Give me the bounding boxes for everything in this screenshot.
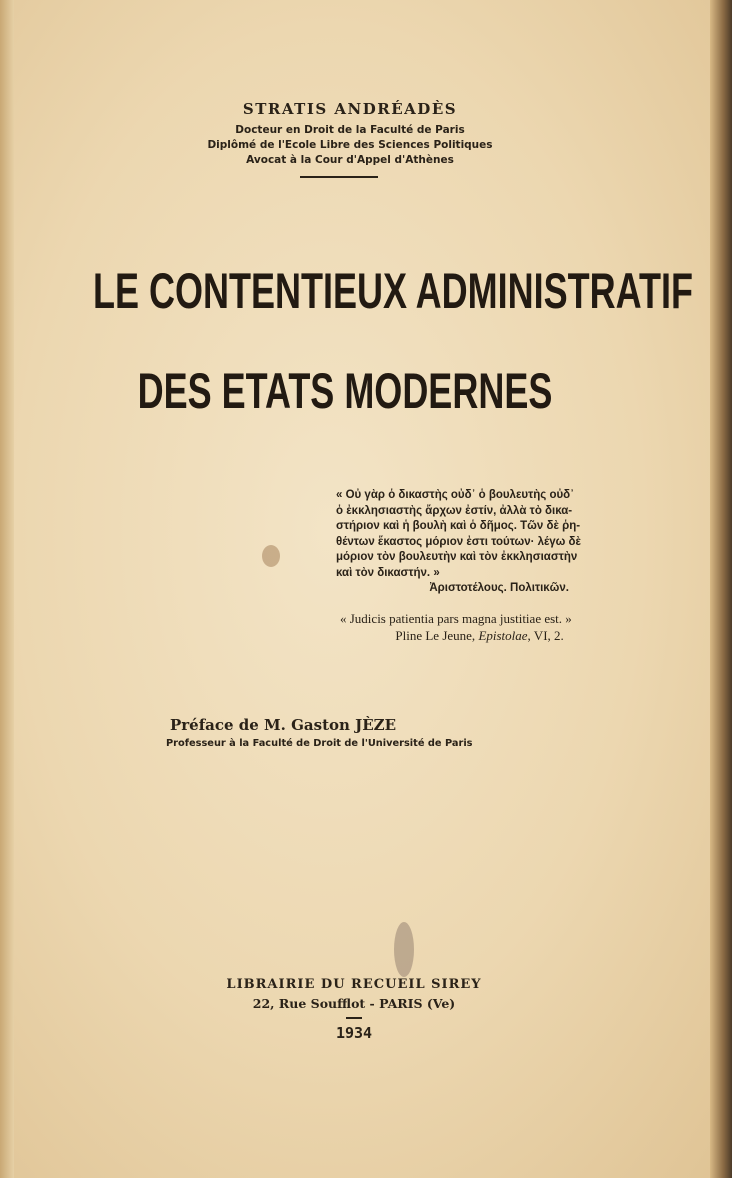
greek-line: στήριον καὶ ἡ βουλὴ καὶ ὁ δῆμος. Τῶν δὲ ῥη- xyxy=(336,520,581,532)
greek-epigraph-source: Ἀριστοτέλους. Πολιτικῶν. xyxy=(429,582,569,594)
publisher-name: LIBRAIRIE DU RECUEIL SIREY xyxy=(226,977,482,992)
latin-source-author: Pline Le Jeune, xyxy=(395,628,479,643)
book-binding-edge xyxy=(710,0,732,1178)
author-name: STRATIS ANDRÉADÈS xyxy=(242,100,458,118)
book-title-line-2: DES ETATS MODERNES xyxy=(137,363,553,419)
latin-quote: « Judicis patientia pars magna justitiae est. » xyxy=(340,611,572,626)
paper-stain xyxy=(394,922,414,977)
latin-source xyxy=(340,627,572,644)
publication-year: 1934 xyxy=(335,1024,373,1042)
greek-line: μόριον τὸν βουλευτὴν καὶ τὸν ἐκκλησιαστὴν xyxy=(336,551,578,563)
author-credential: Docteur en Droit de la Faculté de Paris xyxy=(235,124,465,136)
greek-line: καὶ τὸν δικαστήν. » xyxy=(336,566,440,579)
greek-epigraph xyxy=(336,488,581,597)
publisher-address: 22, Rue Soufflot - PARIS (Ve) xyxy=(252,996,456,1011)
greek-line: θέντων ἕκαστος μόριον ἐστι τούτων· λέγω δὲ xyxy=(336,535,581,548)
divider-rule xyxy=(346,1017,362,1019)
author-credentials xyxy=(0,123,700,168)
divider-rule xyxy=(300,176,378,178)
greek-line: ὁ ἐκκλησιαστὴς ἄρχων ἐστίν, ἀλλὰ τὸ δικα- xyxy=(336,504,573,517)
latin-epigraph xyxy=(340,610,572,644)
paper-stain xyxy=(262,545,280,567)
book-title-line-1: LE CONTENTIEUX ADMINISTRATIF xyxy=(92,263,693,319)
latin-source-work: Epistolae xyxy=(478,628,528,643)
author-credential: Avocat à la Cour d'Appel d'Athènes xyxy=(246,154,454,166)
latin-source-reference: , VI, 2. xyxy=(527,628,564,643)
greek-line: « Οὐ γὰρ ὁ δικαστὴς οὐδ᾽ ὁ βουλευτὴς οὐδ᾽ xyxy=(336,489,574,501)
author-credential: Diplômé de l'Ecole Libre des Sciences Politiques xyxy=(207,139,493,151)
preface-credential: Professeur à la Faculté de Droit de l'Université de Paris xyxy=(166,738,473,749)
preface-line: Préface de M. Gaston JÈZE xyxy=(170,716,397,734)
